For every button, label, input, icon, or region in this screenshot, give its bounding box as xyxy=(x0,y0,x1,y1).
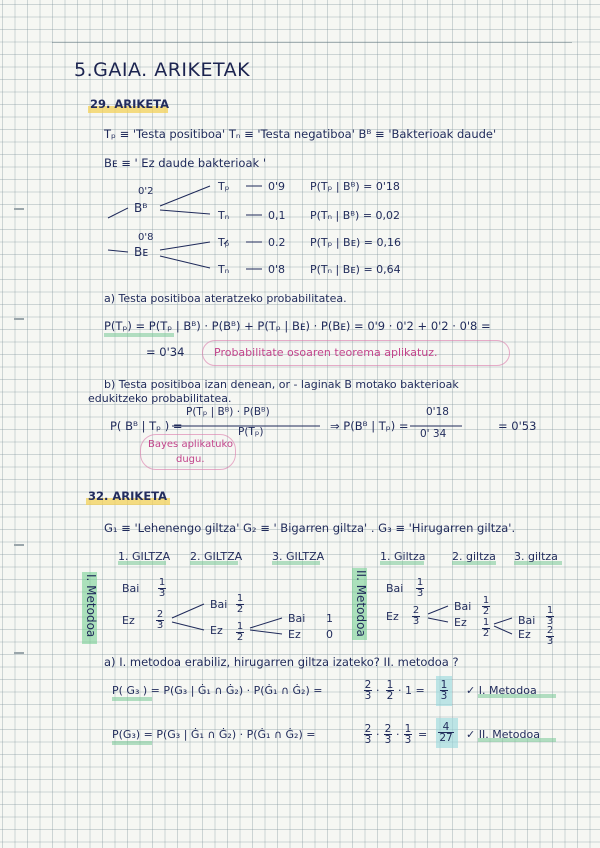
tree-leaf: Tₙ xyxy=(218,209,230,222)
branch-line xyxy=(160,210,210,214)
tree-leaf-prob: 0'8 xyxy=(268,263,286,276)
tree-label: Bai xyxy=(288,612,306,625)
method-2-label: II. Metodoa xyxy=(354,570,368,637)
arrow-line xyxy=(224,240,228,244)
tree-fraction: $\frac{1}{2}$ xyxy=(236,621,244,643)
bayes-result: = 0'53 xyxy=(498,419,537,433)
tree-fraction: $\frac{1}{2}$ xyxy=(482,595,490,617)
branch-line xyxy=(428,606,448,614)
tree-label: Ez xyxy=(518,628,531,641)
bayes-denominator: P(Tₚ) xyxy=(238,426,264,438)
method-2-tag: ✓ II. Metodoa xyxy=(466,728,540,741)
branch-line xyxy=(250,630,282,634)
method-2-equation: P(G₃) = P(G₃ | Ġ₁ ∩ Ġ₂) · P(Ġ₁ ∩ Ġ₂) = xyxy=(112,728,316,741)
tree-label: Ez xyxy=(210,624,223,637)
bayes-numerator: P(Tₚ | Bᴮ) · P(Bᴮ) xyxy=(186,406,270,418)
branch-line xyxy=(172,622,204,630)
definitions-line-1: Tₚ ≡ 'Testa positiboa' Tₙ ≡ 'Testa negatiboa' Bᴮ ≡ 'Bakterioak daude' xyxy=(104,127,497,141)
exercise-32-heading: 32. ARIKETA xyxy=(88,489,168,503)
tree-leaf-prob: 0,1 xyxy=(268,209,286,222)
eq-dot: · xyxy=(376,728,380,741)
key-definitions: G₁ ≡ 'Lehenengo giltza' G₂ ≡ ' Bigarren giltza' . G₃ ≡ 'Hirugarren giltza'. xyxy=(104,521,516,535)
tree-prob-e: 0'8 xyxy=(138,232,154,243)
tree-value: 1 xyxy=(326,612,333,625)
tree-label: Bai xyxy=(454,600,472,613)
tree-label: Bai xyxy=(122,582,140,595)
method-1-equation: P( G₃ ) = P(G₃ | Ġ₁ ∩ Ġ₂) · P(Ġ₁ ∩ Ġ₂) = xyxy=(112,684,323,697)
eq-result: $\frac{4}{27}$ xyxy=(439,721,453,744)
page-title: 5.GAIA. ARIKETAK xyxy=(74,59,251,81)
branch-line xyxy=(160,242,210,250)
bayes-lhs: P( Bᴮ | Tₚ ) = xyxy=(110,419,183,433)
bayes-numerator-value: 0'18 xyxy=(426,406,449,418)
total-probability-equation: P(Tₚ) = P(Tₚ | Bᴮ) · P(Bᴮ) + P(Tₚ | Bᴇ) · P(Bᴇ) = 0'9 · 0'2 + 0'2 · 0'8 = xyxy=(104,319,491,333)
branch-line xyxy=(250,618,282,628)
tree-leaf-result: P(Tₚ | Bᴮ) = 0'18 xyxy=(310,180,400,193)
tree-label: Bai xyxy=(210,598,228,611)
tree-label: Bai xyxy=(518,614,536,627)
branch-line xyxy=(494,626,512,634)
question-a-29: a) Testa positiboa ateratzeko probabilitatea. xyxy=(104,292,347,305)
eq-tail: · 1 = xyxy=(398,684,425,697)
branch-line xyxy=(494,618,512,624)
tree-fraction: $\frac{1}{2}$ xyxy=(236,593,244,615)
question-b-line-2: edukitzeko probabilitatea. xyxy=(88,392,232,405)
note-bayes-1: Bayes aplikatuko xyxy=(148,439,234,450)
tree-fraction: $\frac{1}{3}$ xyxy=(546,605,554,627)
tree-node-b: Bᴮ xyxy=(134,201,148,215)
tree-fraction: $\frac{1}{2}$ xyxy=(482,617,490,639)
eq-dot: · xyxy=(396,728,400,741)
tree-leaf-prob: 0.2 xyxy=(268,236,286,249)
column-header: 2. giltza xyxy=(452,550,496,563)
tree-leaf-result: P(Tₙ | Bᴮ) = 0,02 xyxy=(310,209,401,222)
tree-leaf-result: P(Tₚ | Bᴇ) = 0,16 xyxy=(310,236,401,249)
eq-fraction: $\frac{2}{3}$ xyxy=(364,679,372,702)
eq-dot: · xyxy=(376,684,380,697)
branch-line xyxy=(160,256,210,268)
tree-leaf: Tₚ xyxy=(218,236,230,249)
column-header: 3. GILTZA xyxy=(272,550,325,563)
tree-value: 0 xyxy=(326,628,333,641)
tree-fraction: $\frac{2}{3}$ xyxy=(546,625,554,647)
eq-result: $\frac{1}{3}$ xyxy=(440,679,448,702)
column-header: 1. GILTZA xyxy=(118,550,171,563)
definitions-line-2: Bᴇ ≡ ' Ez daude bakterioak ' xyxy=(104,156,266,170)
tree-leaf: Tₚ xyxy=(218,180,230,193)
tree-prob-b: 0'2 xyxy=(138,186,154,197)
column-header: 3. giltza xyxy=(514,550,558,563)
bayes-mid: ⇒ P(Bᴮ | Tₚ) = xyxy=(330,419,409,433)
tree-leaf-prob: 0'9 xyxy=(268,180,286,193)
tree-fraction: $\frac{2}{3}$ xyxy=(156,609,164,631)
branch-line xyxy=(108,208,128,218)
bayes-denominator-value: 0' 34 xyxy=(420,428,447,440)
tree-leaf-result: P(Tₙ | Bᴇ) = 0,64 xyxy=(310,263,401,276)
method-1-tag: ✓ I. Metodoa xyxy=(466,684,537,697)
method-1-label: I. Metodoa xyxy=(84,574,98,638)
eq-equals: = xyxy=(418,728,428,741)
branch-line xyxy=(172,604,204,618)
exercise-29-heading: 29. ARIKETA xyxy=(90,97,170,111)
tree-label: Ez xyxy=(122,614,135,627)
branch-line xyxy=(108,250,128,252)
eq-fraction: $\frac{2}{3}$ xyxy=(384,723,392,746)
tree-label: Bai xyxy=(386,582,404,595)
tree-leaf: Tₙ xyxy=(218,263,230,276)
tree-label: Ez xyxy=(288,628,301,641)
tree-label: Ez xyxy=(386,610,399,623)
tree-fraction: $\frac{2}{3}$ xyxy=(412,605,420,627)
eq-fraction: $\frac{1}{3}$ xyxy=(404,723,412,746)
tree-fraction: $\frac{1}{3}$ xyxy=(158,577,166,599)
eq-fraction: $\frac{1}{2}$ xyxy=(386,679,394,702)
column-header: 2. GILTZA xyxy=(190,550,243,563)
note-bayes-2: dugu. xyxy=(176,454,205,465)
total-probability-result: = 0'34 xyxy=(146,345,185,359)
question-a-32: a) I. metodoa erabiliz, hirugarren giltza izateko? II. metodoa ? xyxy=(104,655,459,669)
note-total-probability: Probabilitate osoaren teorema aplikatuz. xyxy=(214,346,438,359)
tree-node-e: Bᴇ xyxy=(134,245,149,259)
eq-fraction: $\frac{2}{3}$ xyxy=(364,723,372,746)
column-header: 1. Giltza xyxy=(380,550,426,563)
question-b-line-1: b) Testa positiboa izan denean, or - laginak B motako bakterioak xyxy=(104,378,459,391)
branch-line xyxy=(160,186,210,206)
branch-line xyxy=(428,618,448,622)
tree-label: Ez xyxy=(454,616,467,629)
tree-fraction: $\frac{1}{3}$ xyxy=(416,577,424,599)
